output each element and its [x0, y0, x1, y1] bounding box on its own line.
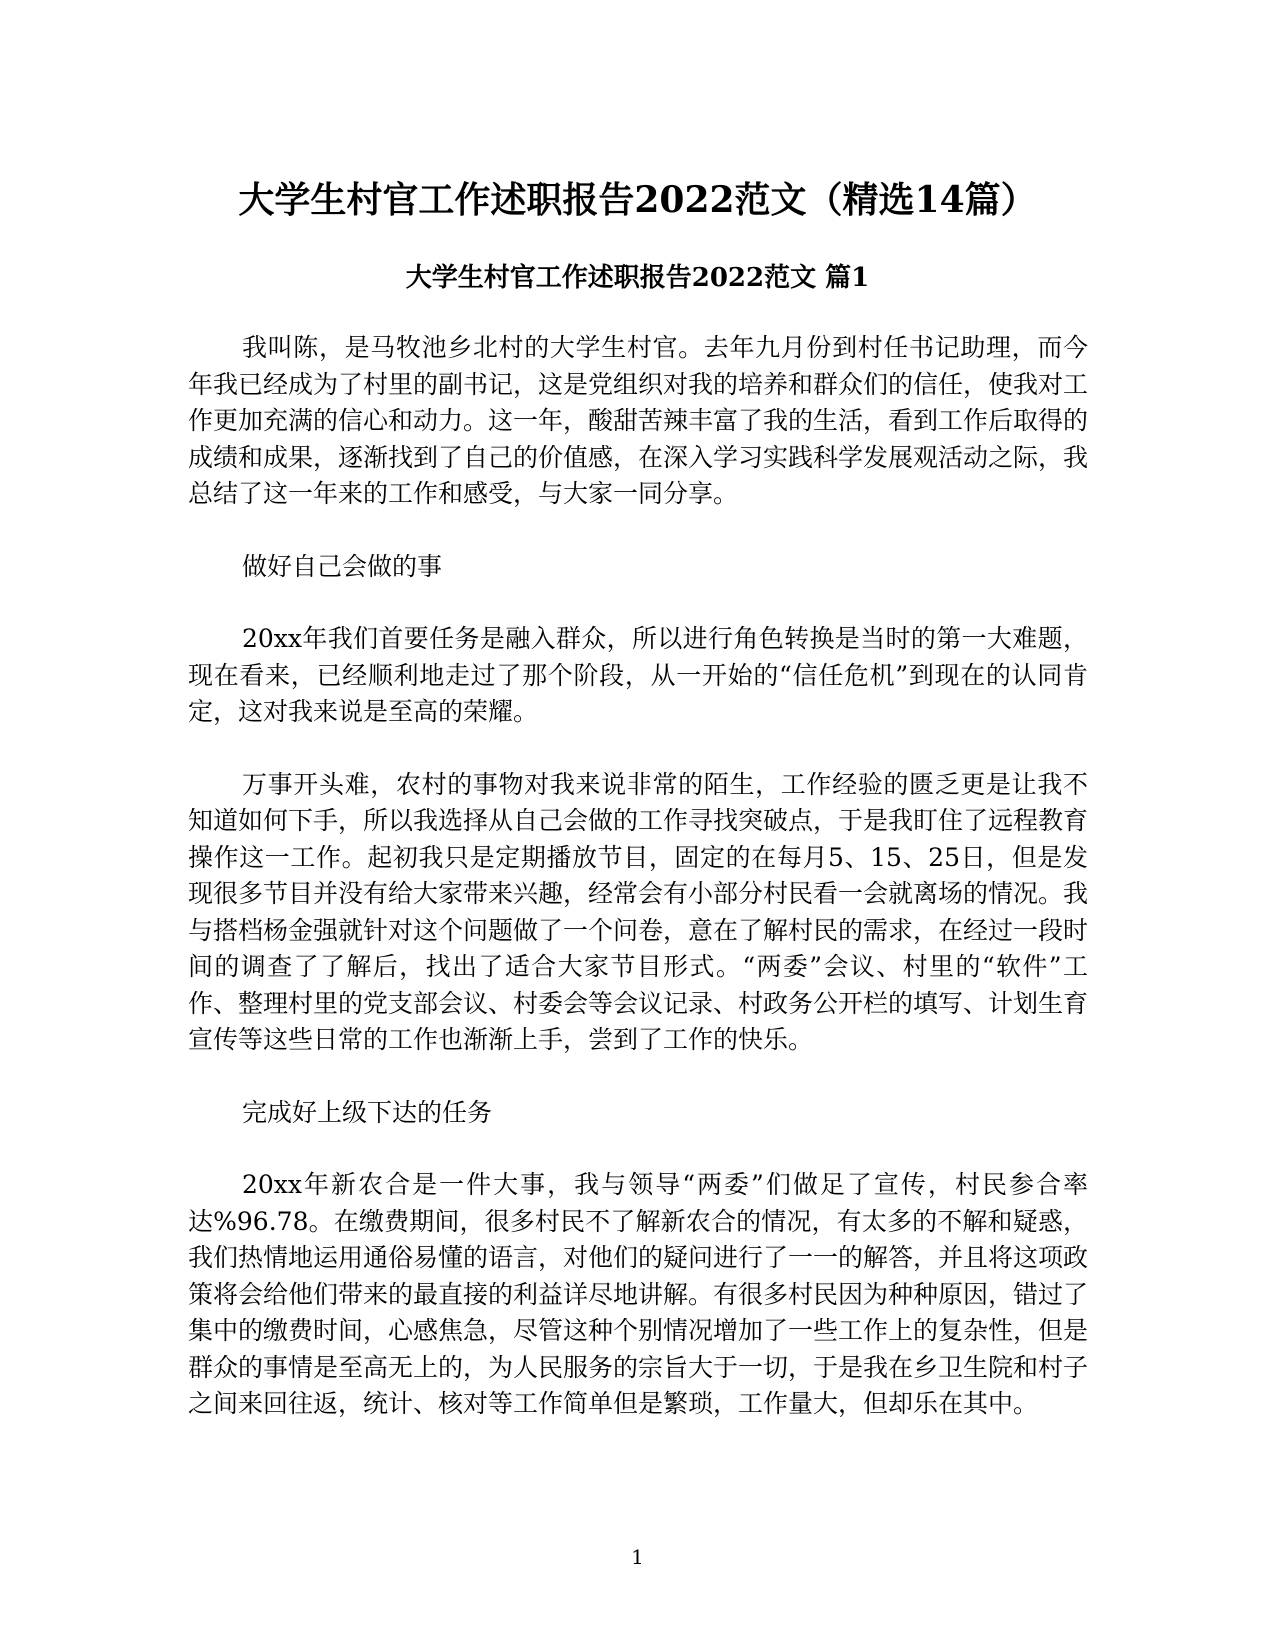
page-number: 1 — [631, 1545, 644, 1569]
paragraph-intro: 我叫陈，是马牧池乡北村的大学生村官。去年九月份到村任书记助理，而今年我已经成为了村里的副书记，这是党组织对我的培养和群众们的信任，使我对工作更加充满的信心和动力。这一年，酸甜苦辣丰富了我的生活，看到工作后取得的成绩和成果，逐渐找到了自己的价值感，在深入学习实践科学发展观活动之际，我总结了这一年来的工作和感受，与大家一同分享。 — [188, 333, 1089, 508]
document-body — [188, 330, 1088, 1459]
paragraph-remote-education: 万事开头难，农村的事物对我来说非常的陌生，工作经验的匮乏更是让我不知道如何下手，所以我选择从自己会做的工作寻找突破点，于是我盯住了远程教育操作这一工作。起初我只是定期播放节目，固定的在每月5、15、25日，但是发现很多节目并没有给大家带来兴趣，经常会有小部分村民看一会就离场的情况。我与搭档杨金强就针对这个问题做了一个问卷，意在了解村民的需求，在经过一段时间的调查了了解后，找出了适合大家节目形式。“两委”会议、村里的“软件”工作、整理村里的党支部会议、村委会等会议记录、村政务公开栏的填写、计划生育宣传等这些日常的工作也渐渐上手，尝到了工作的快乐。 — [188, 769, 1089, 1054]
paragraph-role-transition: 20xx年我们首要任务是融入群众，所以进行角色转换是当时的第一大难题，现在看来，已经顺利地走过了那个阶段，从一开始的“信任危机”到现在的认同肯定，这对我来说是至高的荣耀。 — [188, 624, 1088, 726]
paragraph-heading-do-what-you-can: 做好自己会做的事 — [242, 551, 443, 581]
paragraph-new-rural-cooperative: 20xx年新农合是一件大事，我与领导“两委”们做足了宣传，村民参合率达%96.78。在缴费期间，很多村民不了解新农合的情况，有太多的不解和疑惑，我们热情地运用通俗易懂的语言，对他们的疑问进行了一一的解答，并且将这项政策将会给他们带来的最直接的利益详尽地讲解。有很多村民因为种种原因，错过了集中的缴费时间，心感焦急，尽管这种个别情况增加了一些工作上的复杂性，但是群众的事情是至高无上的，为人民服务的宗旨大于一切，于是我在乡卫生院和村子之间来回往返，统计、核对等工作简单但是繁琐，工作量大，但却乐在其中。 — [188, 1170, 1089, 1418]
document-title: 大学生村官工作述职报告2022范文（精选14篇） — [238, 179, 1037, 221]
paragraph-heading-complete-tasks: 完成好上级下达的任务 — [242, 1097, 493, 1127]
section-title: 大学生村官工作述职报告2022范文 篇1 — [405, 263, 870, 293]
